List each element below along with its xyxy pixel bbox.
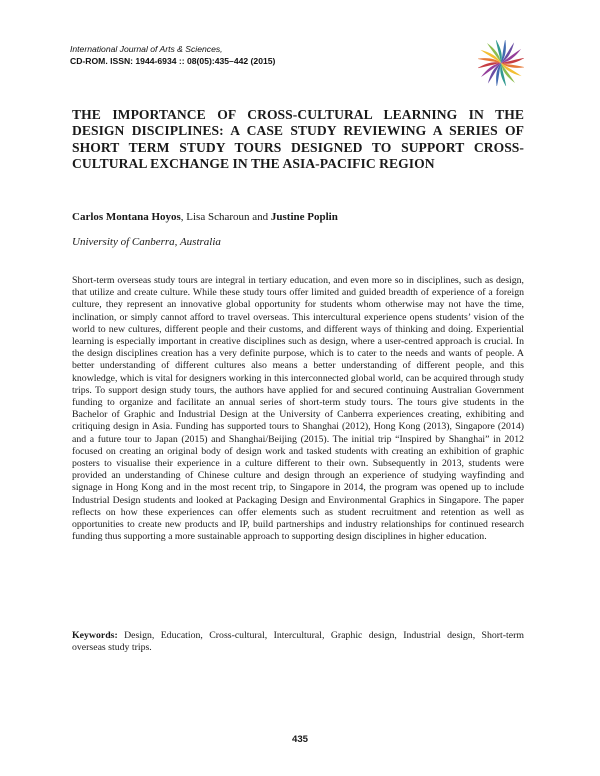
keywords	[72, 630, 524, 654]
page-number: 435	[291, 734, 308, 745]
author-separator: ,	[180, 211, 187, 223]
author-list	[72, 210, 338, 224]
author-name: Lisa Scharoun	[186, 211, 250, 223]
journal-header	[70, 43, 275, 67]
journal-issn: CD-ROM. ISSN: 1944-6934 :: 08(05):435–442 (2015)	[70, 56, 276, 66]
journal-name: International Journal of Arts & Sciences,	[70, 44, 223, 54]
abstract-text: Short-term overseas study tours are integral in tertiary education, and even more so in disciplines, such as design, that utilize and create culture. While these study tours offer limited and guided breadth of experience of a foreign culture, they represent an innovative global opportunity for students whom otherwise may not have the time, inclination, or simply cannot afford to travel overseas. This intercultural experience opens students’ vision of the world to new cultures, different people and their customs, and different ways of thinking and doing. Experiential learning is especially important in creative disciplines such as design, where a user-centred approach is crucial. In the design disciplines creation has a very definite purpose, which is to cater to the needs and wants of people. A better understanding of different cultures also means a better understanding of different people, and this knowledge, which is vital for designers working in this interconnected global world, can be acquired through study trips. To support design study tours, the authors have applied for and secured continuing Australian Government funding to organize and facilitate an annual series of short-term study tours. The tours give students in the Bachelor of Graphic and Industrial Design at the University of Canberra experiences creating, exhibiting and critiquing design in Asia. Funding has supported tours to Shanghai (2012), Hong Kong (2013), Singapore (2014) and a future tour to Japan (2015) and Shanghai/Beijing (2015). The initial trip “Inspired by Shanghai” in 2012 focused on creating an original body of design work and tasked students with creating an exhibition of graphic posters to visualise their experience in a culture different to their own. Subsequently in 2013, students were provided an understanding of Chinese culture and design through an experience of studying wayfinding and signage in Hong Kong and in the most recent trip, to Singapore in 2014, the program was opened up to include Industrial Design students and looked at Packaging Design and Environmental Graphics in Singapore. The paper reflects on how these experiences can offer elements such as student recruitment and retention as well as opportunities to create new products and IP, build partnerships and industry relationships for continued research funding thus supporting a more sustainable approach to supporting design disciplines in higher education.	[72, 275, 524, 543]
keywords-text: Design, Education, Cross-cultural, Intercultural, Graphic design, Industrial design, Short-term overseas study trips.	[72, 630, 524, 654]
paper-title: THE IMPORTANCE OF CROSS-CULTURAL LEARNING IN THE DESIGN DISCIPLINES: A CASE STUDY REVIEWING A SERIES OF SHORT TERM STUDY TOURS DESIGNED TO SUPPORT CROSS-CULTURAL EXCHANGE IN THE ASIA-PACIFIC REGION	[72, 107, 524, 172]
affiliation: University of Canberra, Australia	[72, 236, 221, 248]
author-name: Justine Poplin	[270, 211, 338, 223]
author-name: Carlos Montana Hoyos	[72, 211, 181, 223]
keywords-label: Keywords:	[72, 630, 118, 641]
pinwheel-logo-icon	[478, 40, 524, 86]
author-separator: and	[249, 211, 271, 223]
